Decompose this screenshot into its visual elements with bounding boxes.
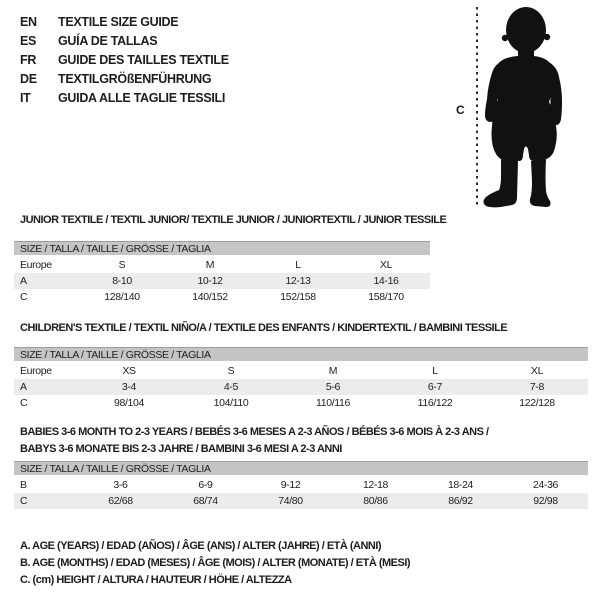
junior-size-table <box>14 241 430 305</box>
table-cell: 116/122 <box>417 397 453 409</box>
table-cell: 80/86 <box>363 495 388 507</box>
table-cell: XS <box>122 365 136 377</box>
legend-line-a: A. AGE (YEARS) / EDAD (AÑOS) / ÂGE (ANS) / ALTER (JAHRE) / ETÀ (ANNI) <box>20 539 382 552</box>
size-header-bar: SIZE / TALLA / TAILLE / GRÖSSE / TAGLIA <box>14 461 588 475</box>
table-cell: 152/158 <box>280 291 316 303</box>
table-cell: 92/98 <box>533 495 558 507</box>
table-cell: 18-24 <box>447 479 474 491</box>
language-title-list <box>20 12 229 107</box>
language-title: TEXTILE SIZE GUIDE <box>58 14 179 29</box>
size-header-bar: SIZE / TALLA / TAILLE / GRÖSSE / TAGLIA <box>14 241 430 255</box>
table-row <box>14 363 588 379</box>
language-row <box>20 88 229 107</box>
table-row <box>14 477 588 493</box>
table-cell: 12-13 <box>285 275 311 287</box>
table-cell: 10-12 <box>197 275 223 287</box>
table-cell: S <box>118 259 126 271</box>
table-cell: B <box>20 479 27 491</box>
table-cell: 12-18 <box>362 479 389 491</box>
table-cell: 122/128 <box>519 397 555 409</box>
language-title: GUIDE DES TAILLES TEXTILE <box>58 52 229 67</box>
table-cell: 158/170 <box>368 291 404 303</box>
table-cell: 140/152 <box>192 291 228 303</box>
table-cell: A <box>20 381 27 393</box>
language-code: DE <box>20 71 37 86</box>
table-cell: 62/68 <box>108 495 133 507</box>
toddler-silhouette-icon <box>479 4 571 210</box>
table-cell: L <box>295 259 301 271</box>
table-cell: C <box>20 495 28 507</box>
section-title-babies-line2: BABYS 3-6 MONATE BIS 2-3 JAHRE / BAMBINI 3-6 MESI A 2-3 ANNI <box>20 443 342 455</box>
measure-legend <box>20 537 410 588</box>
table-cell: 128/140 <box>104 291 140 303</box>
table-row <box>14 379 588 395</box>
table-cell: C <box>20 397 28 409</box>
legend-line-c: C. (cm) HEIGHT / ALTURA / HAUTEUR / HÖHE / ALTEZZA <box>20 573 292 586</box>
table-cell: 3-6 <box>113 479 128 491</box>
section-title-babies <box>20 424 489 458</box>
table-body <box>14 257 430 305</box>
table-row <box>14 257 430 273</box>
table-cell: 68/74 <box>193 495 218 507</box>
table-cell: 4-5 <box>223 381 239 393</box>
height-measure-label: C <box>456 103 465 117</box>
language-code: IT <box>20 90 31 105</box>
table-cell: M <box>205 259 215 271</box>
table-cell: 98/104 <box>113 397 144 409</box>
table-cell: 9-12 <box>280 479 301 491</box>
table-cell: Europe <box>20 365 52 377</box>
table-cell: 104/110 <box>213 397 249 409</box>
babies-size-table <box>14 461 588 509</box>
height-dotted-line <box>476 7 478 207</box>
table-row <box>14 493 588 509</box>
legend-line-b: B. AGE (MONTHS) / EDAD (MESES) / ÂGE (MOIS) / ALTER (MONATE) / ETÀ (MESI) <box>20 556 411 569</box>
table-cell: 14-16 <box>373 275 399 287</box>
table-cell: 74/80 <box>278 495 303 507</box>
section-title-junior: JUNIOR TEXTILE / TEXTIL JUNIOR/ TEXTILE JUNIOR / JUNIORTEXTIL / JUNIOR TESSILE <box>20 214 447 226</box>
table-cell: 24-36 <box>532 479 559 491</box>
table-cell: L <box>432 365 438 377</box>
table-row <box>14 395 588 411</box>
language-title: TEXTILGRÖßENFÜHRUNG <box>58 71 212 86</box>
table-row <box>14 273 430 289</box>
table-cell: A <box>20 275 27 287</box>
language-title: GUÍA DE TALLAS <box>58 33 158 48</box>
table-cell: 8-10 <box>112 275 132 287</box>
language-row <box>20 69 229 88</box>
table-cell: 6-7 <box>427 381 443 393</box>
table-cell: 86/92 <box>448 495 473 507</box>
language-code: EN <box>20 14 37 29</box>
table-cell: Europe <box>20 259 52 271</box>
table-cell: XL <box>530 365 544 377</box>
table-cell: 110/116 <box>316 397 350 409</box>
language-code: FR <box>20 52 37 67</box>
table-cell: S <box>227 365 235 377</box>
language-title: GUIDA ALLE TAGLIE TESSILI <box>58 90 226 105</box>
table-row <box>14 289 430 305</box>
table-body <box>14 477 588 509</box>
table-cell: 3-4 <box>121 381 137 393</box>
children-size-table <box>14 347 588 411</box>
table-cell: C <box>20 291 28 303</box>
language-row <box>20 12 229 31</box>
table-cell: XL <box>379 259 393 271</box>
table-cell: 6-9 <box>198 479 213 491</box>
language-code: ES <box>20 33 37 48</box>
size-header-bar: SIZE / TALLA / TAILLE / GRÖSSE / TAGLIA <box>14 347 588 361</box>
language-row <box>20 50 229 69</box>
section-title-babies-line1: BABIES 3-6 MONTH TO 2-3 YEARS / BEBÉS 3-6 MESES A 2-3 AÑOS / BÉBÉS 3-6 MOIS À 2-3 ANS / <box>20 426 489 438</box>
table-body <box>14 363 588 411</box>
table-cell: 5-6 <box>325 381 341 393</box>
section-title-children: CHILDREN'S TEXTILE / TEXTIL NIÑO/A / TEXTILE DES ENFANTS / KINDERTEXTIL / BAMBINI TESSILE <box>20 322 508 334</box>
table-cell: 7-8 <box>529 381 545 393</box>
language-row <box>20 31 229 50</box>
table-cell: M <box>328 365 338 377</box>
